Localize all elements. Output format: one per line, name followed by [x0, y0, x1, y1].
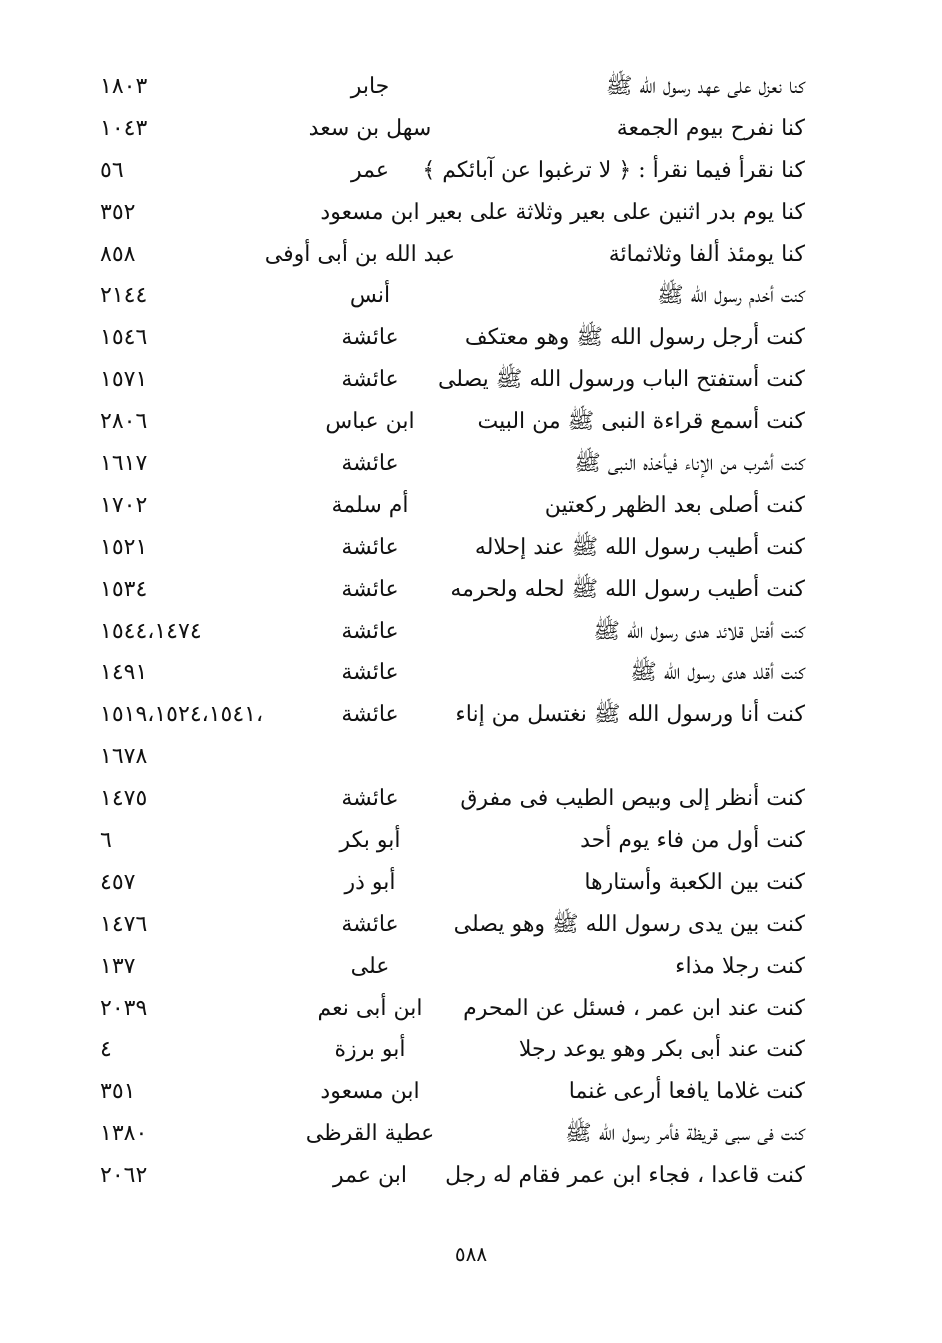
hadith-reference-numbers: ٥٦ [100, 157, 124, 183]
narrator-name: عمر [351, 157, 389, 183]
hadith-incipit: كنت بين يدى رسول الله ﷺ وهو يصلى [453, 911, 805, 937]
index-row [95, 527, 815, 569]
hadith-reference-numbers: ١٣٧ [100, 953, 136, 979]
hadith-incipit: كنت أرجل رسول الله ﷺ وهو معتكف [464, 325, 805, 351]
hadith-incipit: كنت أسمع قراءة النبى ﷺ من البيت [477, 409, 805, 435]
hadith-reference-numbers: ١٤٧٦ [100, 911, 148, 937]
index-row [95, 736, 815, 778]
index-row [95, 234, 815, 276]
index-row [95, 820, 815, 862]
narrator-name: عائشة [341, 325, 399, 351]
hadith-reference-numbers: ٤ [100, 1037, 112, 1063]
hadith-incipit: كنت أصلى بعد الظهر ركعتين [544, 492, 805, 518]
index-row [95, 1029, 815, 1071]
hadith-incipit: كنت أخدم رسول الله ﷺ [657, 283, 805, 309]
hadith-incipit: كنت أستفتح الباب ورسول الله ﷺ يصلى [437, 367, 805, 393]
hadith-reference-numbers: ٢١٤٤ [100, 283, 148, 309]
narrator-name: عائشة [341, 534, 399, 560]
index-row [95, 1155, 815, 1197]
page-number: ٥٨٨ [454, 1242, 488, 1266]
hadith-incipit: كنت أقلد هدى رسول الله ﷺ [630, 660, 805, 686]
narrator-name: أم سلمة [331, 492, 409, 518]
hadith-incipit: كنت أطيب رسول الله ﷺ لحله ولحرمه [450, 576, 805, 602]
index-row [95, 485, 815, 527]
index-row [95, 1113, 815, 1155]
hadith-reference-numbers: ٣٥١ [100, 1079, 136, 1105]
hadith-incipit: كنت رجلا مذاء [675, 953, 805, 979]
narrator-name: ابن عباس [325, 409, 415, 435]
hadith-reference-numbers: ١٨٠٣ [100, 74, 148, 99]
hadith-reference-numbers: ١٥١٩،١٥٢٤،١٥٤١، [100, 702, 264, 728]
narrator-name: سهل بن سعد [308, 115, 432, 141]
narrator-name: على [350, 953, 390, 979]
index-row [95, 150, 815, 192]
hadith-incipit: كنت أطيب رسول الله ﷺ عند إحلاله [474, 534, 805, 560]
index-row [95, 275, 815, 317]
index-row [95, 862, 815, 904]
index-row [95, 192, 815, 234]
narrator-name: أبو برزة [334, 1037, 406, 1063]
index-row [95, 652, 815, 694]
index-row [95, 569, 815, 611]
hadith-reference-numbers: ٣٥٢ [100, 199, 136, 225]
narrator-name: ابن أبى نعم [317, 995, 423, 1021]
hadith-reference-numbers: ٢٠٣٩ [100, 995, 148, 1021]
narrator-name: أبو بكر [339, 828, 401, 854]
hadith-reference-numbers: ١٤٩١ [100, 660, 148, 686]
hadith-reference-numbers: ١٥٧١ [100, 367, 148, 393]
hadith-index-list [95, 66, 815, 1197]
hadith-reference-numbers: ١٦٧٨ [100, 744, 148, 770]
narrator-name: عائشة [341, 660, 399, 686]
index-row [95, 988, 815, 1030]
narrator-name: عائشة [341, 618, 399, 644]
index-row [95, 611, 815, 653]
narrator-name: عطية القرظى [305, 1121, 435, 1147]
narrator-name: عائشة [341, 786, 399, 812]
hadith-incipit: كنت بين الكعبة وأستارها [584, 869, 805, 895]
narrator-name: ابن عمر [333, 1163, 407, 1189]
hadith-reference-numbers: ١٧٠٢ [100, 492, 148, 518]
index-row [95, 904, 815, 946]
hadith-reference-numbers: ٦ [100, 828, 112, 854]
narrator-name: عائشة [341, 451, 399, 477]
hadith-incipit: كنا يومئذ ألفا وثلاثمائة [608, 241, 805, 267]
hadith-reference-numbers: ١٦١٧ [100, 451, 148, 477]
hadith-reference-numbers: ٤٥٧ [100, 869, 136, 895]
hadith-incipit: كنا نفرح بيوم الجمعة [616, 115, 805, 141]
hadith-incipit: كنت أول من فاء يوم أحد [580, 828, 805, 854]
hadith-incipit: كنت أنظر إلى وبيص الطيب فى مفرق [460, 786, 805, 812]
hadith-incipit: كنا يوم بدر اثنين على بعير وثلاثة على بعير [427, 199, 805, 225]
narrator-name: أبو ذر [344, 869, 396, 895]
hadith-reference-numbers: ١٥٤٤،١٤٧٤ [100, 618, 202, 644]
hadith-reference-numbers: ١٥٤٦ [100, 325, 148, 351]
hadith-incipit: كنا نعزل على عهد رسول الله ﷺ [605, 74, 805, 99]
hadith-incipit: كنت قاعدا ، فجاء ابن عمر فقام له رجل [445, 1163, 805, 1189]
hadith-reference-numbers: ٢٠٦٢ [100, 1163, 148, 1189]
hadith-reference-numbers: ٨٥٨ [100, 241, 136, 267]
hadith-reference-numbers: ١٥٣٤ [100, 576, 148, 602]
hadith-incipit: كنت أنا ورسول الله ﷺ نغتسل من إناء [455, 702, 805, 728]
narrator-name: عائشة [341, 576, 399, 602]
index-row [95, 443, 815, 485]
index-row [95, 694, 815, 736]
narrator-name: عائشة [341, 702, 399, 728]
narrator-name: عائشة [341, 367, 399, 393]
hadith-reference-numbers: ١٣٨٠ [100, 1121, 148, 1147]
narrator-name: عبد الله بن أبى أوفى [264, 241, 455, 267]
index-row [95, 1071, 815, 1113]
hadith-incipit: كنت فى سبى قريظة فأمر رسول الله ﷺ [565, 1121, 805, 1147]
narrator-name: ابن مسعود [320, 1079, 420, 1105]
narrator-name: أنس [349, 283, 391, 309]
index-row [95, 359, 815, 401]
hadith-incipit: كنت عند ابن عمر ، فسئل عن المحرم [463, 995, 805, 1021]
index-row [95, 317, 815, 359]
narrator-name: جابر [350, 74, 390, 99]
index-row [95, 108, 815, 150]
hadith-incipit: كنت عند أبى بكر وهو يوعد رجلا [518, 1037, 805, 1063]
narrator-name: عائشة [341, 911, 399, 937]
index-row [95, 778, 815, 820]
hadith-incipit: كنت أفتل قلائد هدى رسول الله ﷺ [593, 618, 805, 644]
hadith-reference-numbers: ١٠٤٣ [100, 115, 148, 141]
narrator-name: ابن مسعود [320, 199, 420, 225]
index-row [95, 66, 815, 108]
index-row [95, 946, 815, 988]
hadith-incipit: كنا نقرأ فيما نقرأ : ﴿ لا ترغبوا عن آبائكم ﴾ [422, 157, 805, 183]
hadith-reference-numbers: ٢٨٠٦ [100, 409, 148, 435]
hadith-reference-numbers: ١٤٧٥ [100, 786, 148, 812]
hadith-incipit: كنت أشرب من الإناء فيأخذه النبى ﷺ [574, 451, 805, 477]
hadith-reference-numbers: ١٥٢١ [100, 534, 148, 560]
hadith-incipit: كنت غلاما يافعا أرعى غنما [568, 1079, 805, 1105]
index-row [95, 401, 815, 443]
